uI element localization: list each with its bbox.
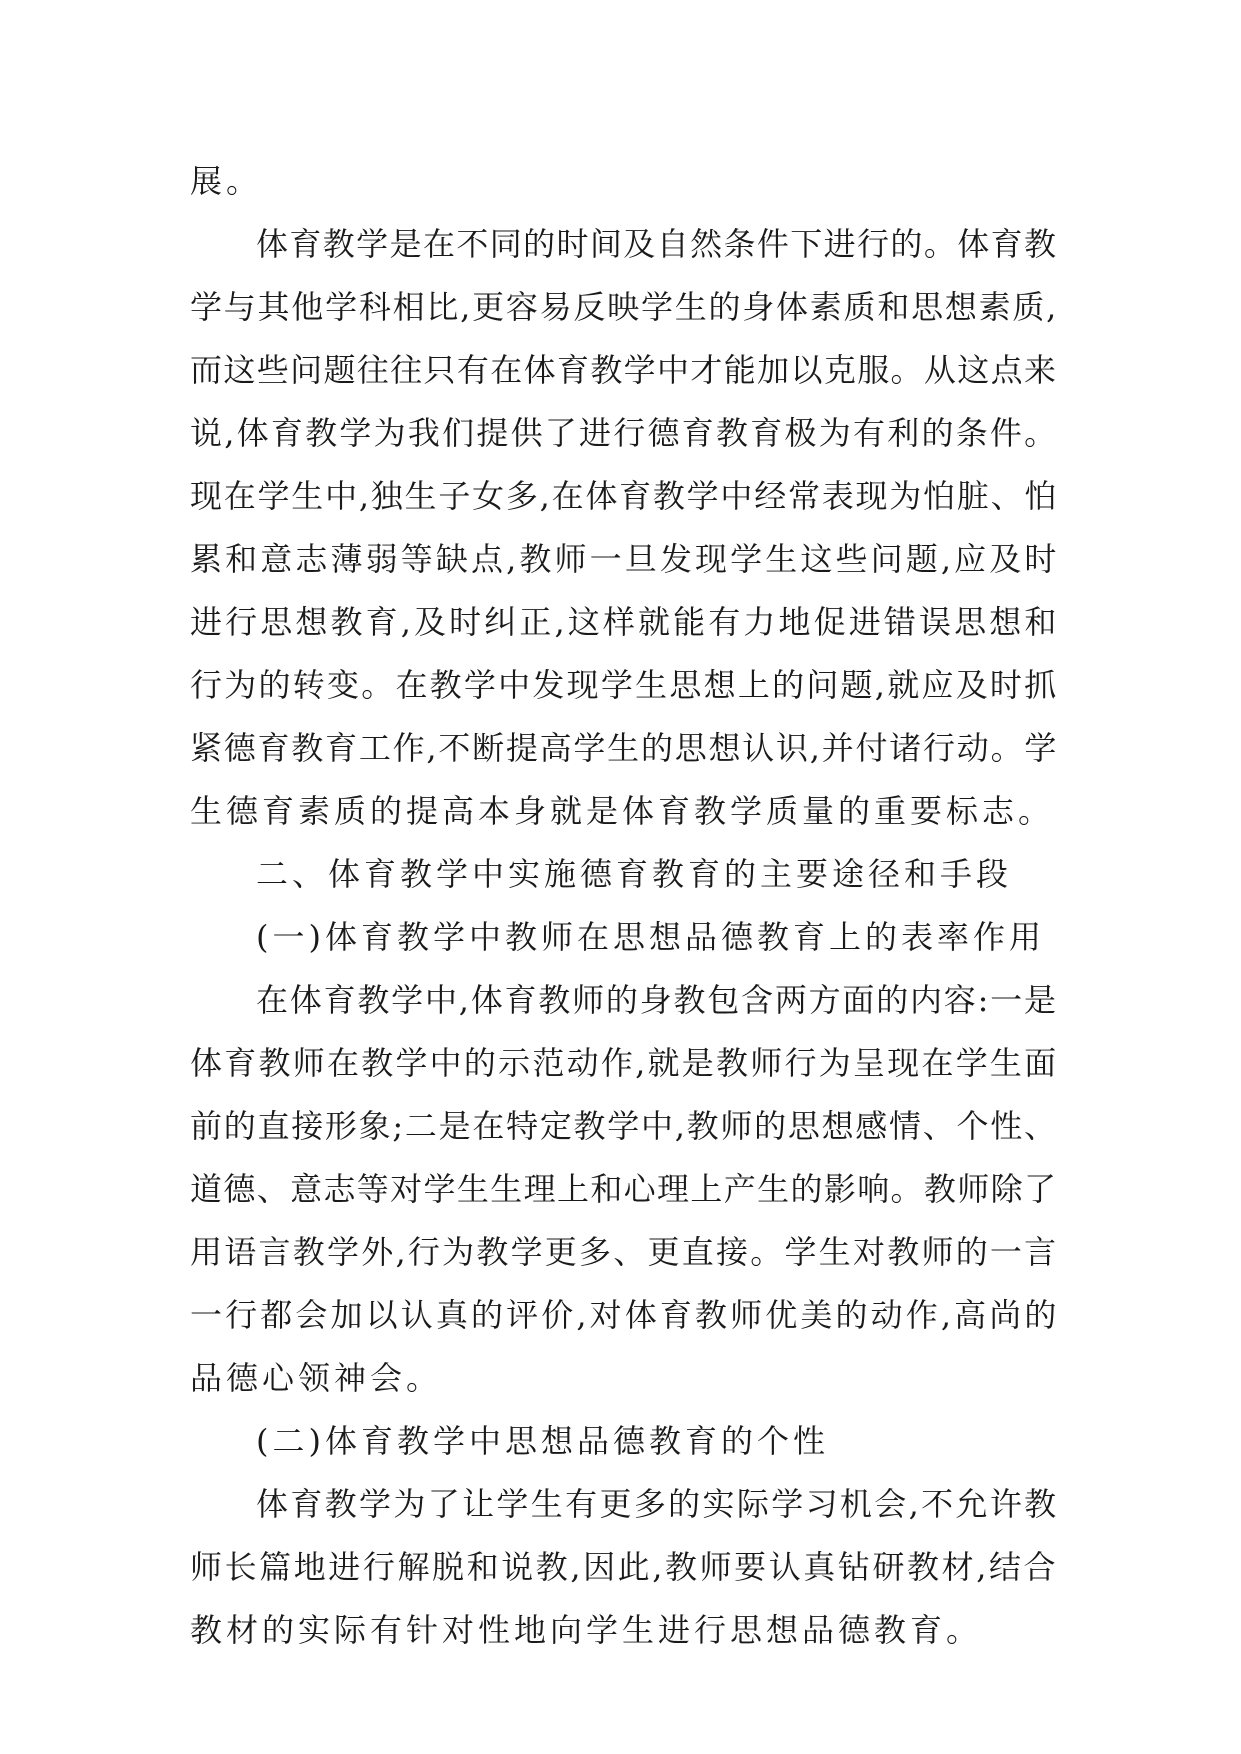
text-line: 而这些问题往往只有在体育教学中才能加以克服。从这点来 — [190, 351, 1058, 389]
text-line: 体育教学为了让学生有更多的实际学习机会,不允许教 — [256, 1485, 1059, 1523]
text-line: 行为的转变。在教学中发现学生思想上的问题,就应及时抓 — [190, 666, 1059, 704]
text-line: 一行都会加以认真的评价,对体育教师优美的动作,高尚的 — [190, 1296, 1060, 1334]
section-heading: 二、体育教学中实施德育教育的主要途径和手段 — [256, 855, 1013, 893]
text-line: 紧德育教育工作,不断提高学生的思想认识,并付诸行动。学 — [190, 729, 1059, 767]
text-line: 现在学生中,独生子女多,在体育教学中经常表现为怕脏、怕 — [190, 477, 1059, 515]
text-line: 师长篇地进行解脱和说教,因此,教师要认真钻研教材,结合 — [190, 1548, 1059, 1586]
text-line: 学与其他学科相比,更容易反映学生的身体素质和思想素质, — [190, 288, 1059, 326]
text-line: 在体育教学中,体育教师的身教包含两方面的内容:一是 — [256, 981, 1058, 1019]
text-line: 道德、意志等对学生生理上和心理上产生的影响。教师除了 — [190, 1170, 1058, 1208]
text-line: 品德心领神会。 — [190, 1359, 443, 1397]
text-line: 生德育素质的提高本身就是体育教学质量的重要标志。 — [190, 792, 1055, 830]
text-line: 用语言教学外,行为教学更多、更直接。学生对教师的一言 — [190, 1233, 1059, 1271]
text-line: 说,体育教学为我们提供了进行德育教育极为有利的条件。 — [190, 414, 1059, 452]
text-line: 前的直接形象;二是在特定教学中,教师的思想感情、个性、 — [190, 1107, 1058, 1145]
text-line: 累和意志薄弱等缺点,教师一旦发现学生这些问题,应及时 — [190, 540, 1060, 578]
text-line: 教材的实际有针对性地向学生进行思想品德教育。 — [190, 1611, 983, 1649]
text-line: 进行思想教育,及时纠正,这样就能有力地促进错误思想和 — [190, 603, 1060, 641]
subsection-heading: (一)体育教学中教师在思想品德教育上的表率作用 — [256, 918, 1045, 956]
text-line: 体育教学是在不同的时间及自然条件下进行的。体育教 — [256, 225, 1058, 263]
subsection-heading: (二)体育教学中思想品德教育的个性 — [256, 1422, 829, 1460]
text-line: 体育教师在教学中的示范动作,就是教师行为呈现在学生面 — [190, 1044, 1059, 1082]
document-body — [190, 150, 1060, 1662]
text-line: 展。 — [190, 162, 263, 200]
